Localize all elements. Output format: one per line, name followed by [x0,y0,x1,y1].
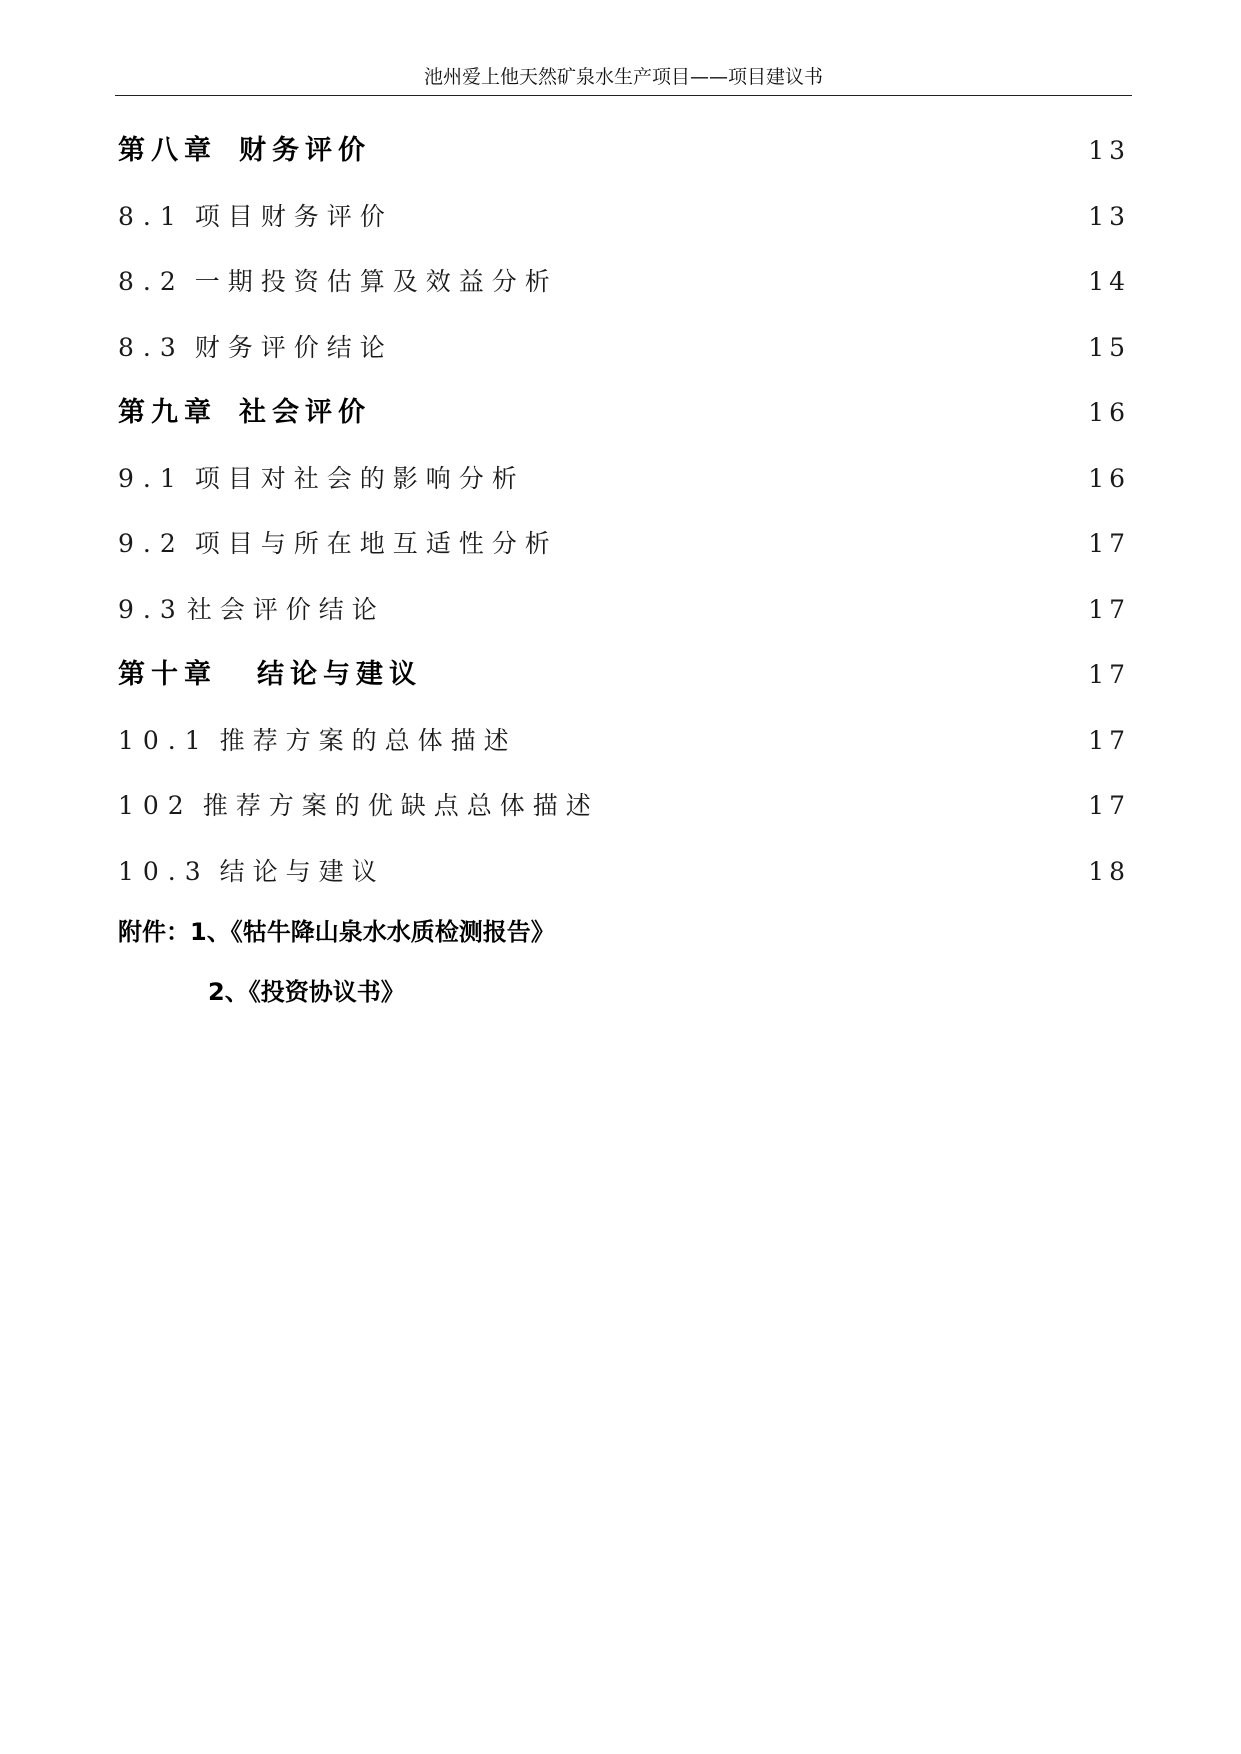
toc-dot-leader [422,661,1084,683]
toc-page-number: 16 [1088,398,1130,427]
toc-entry-title: 财务评价结论 [194,332,393,362]
toc-dot-leader [371,399,1084,421]
toc-entry-title: 一期投资估算及效益分析 [194,267,558,296]
toc-entry-10-2[interactable] [118,773,1130,839]
toc-entry-8-2[interactable] [118,249,1130,315]
toc-entry-title: 结论与建议 [257,659,422,690]
toc-entry-9-2[interactable] [118,511,1130,577]
toc-entry-title: 社会评价结论 [186,594,385,624]
toc-entry-number: 8.3 [118,332,185,362]
page-header-title: 池州爱上他天然矿泉水生产项目——项目建议书 [423,66,823,88]
appendix-list [118,902,555,1022]
appendix-item-investment-agreement[interactable]: 2、《投资协议书》 [208,978,405,1006]
toc-entry-9-1[interactable] [118,446,1130,512]
toc-entry-chapter-9[interactable] [118,380,1130,446]
toc-page-number: 17 [1088,529,1130,558]
toc-page-number: 18 [1088,856,1130,886]
toc-entry-number: 第八章 [118,135,217,166]
toc-page-number: 14 [1088,267,1130,296]
toc-page-number: 17 [1088,791,1130,820]
toc-page-number: 16 [1088,463,1130,493]
toc-entry-number: 9.3 [118,594,185,624]
toc-entry-number: 8.1 [118,201,185,231]
toc-page-number: 17 [1088,725,1130,755]
toc-entry-chapter-8[interactable] [118,118,1130,184]
toc-entry-number: 第九章 [118,397,217,428]
toc-dot-leader [558,268,1084,290]
toc-dot-leader [525,465,1084,487]
toc-entry-title: 项目与所在地互适性分析 [194,529,558,558]
toc-entry-number: 9.1 [118,463,185,493]
table-of-contents [118,118,1130,904]
toc-entry-10-1[interactable] [118,708,1130,774]
toc-entry-title: 财务评价 [239,135,371,166]
toc-page-number: 17 [1088,660,1130,689]
toc-entry-9-3[interactable] [118,577,1130,643]
toc-entry-number: 第十章 [118,659,217,690]
toc-entry-number: 10.1 [118,725,210,755]
toc-entry-title: 社会评价 [239,397,371,428]
toc-dot-leader [371,137,1084,159]
toc-entry-number: 9.2 [118,529,185,558]
toc-entry-number: 8.2 [118,267,185,296]
toc-page-number: 13 [1088,201,1130,231]
toc-dot-leader [517,727,1085,749]
toc-dot-leader [599,792,1084,814]
toc-dot-leader [558,530,1084,552]
header-divider [115,95,1132,96]
toc-dot-leader [385,858,1085,880]
toc-page-number: 13 [1088,136,1130,165]
toc-entry-title: 项目财务评价 [194,201,393,231]
appendix-item-water-quality-report[interactable]: 附件：1、《牯牛降山泉水水质检测报告》 [118,918,555,946]
toc-entry-8-3[interactable] [118,315,1130,381]
toc-entry-chapter-10[interactable] [118,642,1130,708]
toc-dot-leader [393,203,1084,225]
toc-entry-title: 项目对社会的影响分析 [194,463,525,493]
toc-entry-10-3[interactable] [118,839,1130,905]
toc-page-number: 15 [1088,332,1130,362]
toc-entry-number: 10.3 [118,856,210,886]
toc-entry-title: 推荐方案的优缺点总体描述 [202,791,599,820]
toc-entry-number: 102 [118,791,193,820]
toc-dot-leader [393,334,1084,356]
toc-entry-title: 结论与建议 [219,856,385,886]
toc-entry-title: 推荐方案的总体描述 [219,725,517,755]
toc-entry-8-1[interactable] [118,184,1130,250]
toc-page-number: 17 [1088,594,1130,624]
toc-dot-leader [385,596,1084,618]
